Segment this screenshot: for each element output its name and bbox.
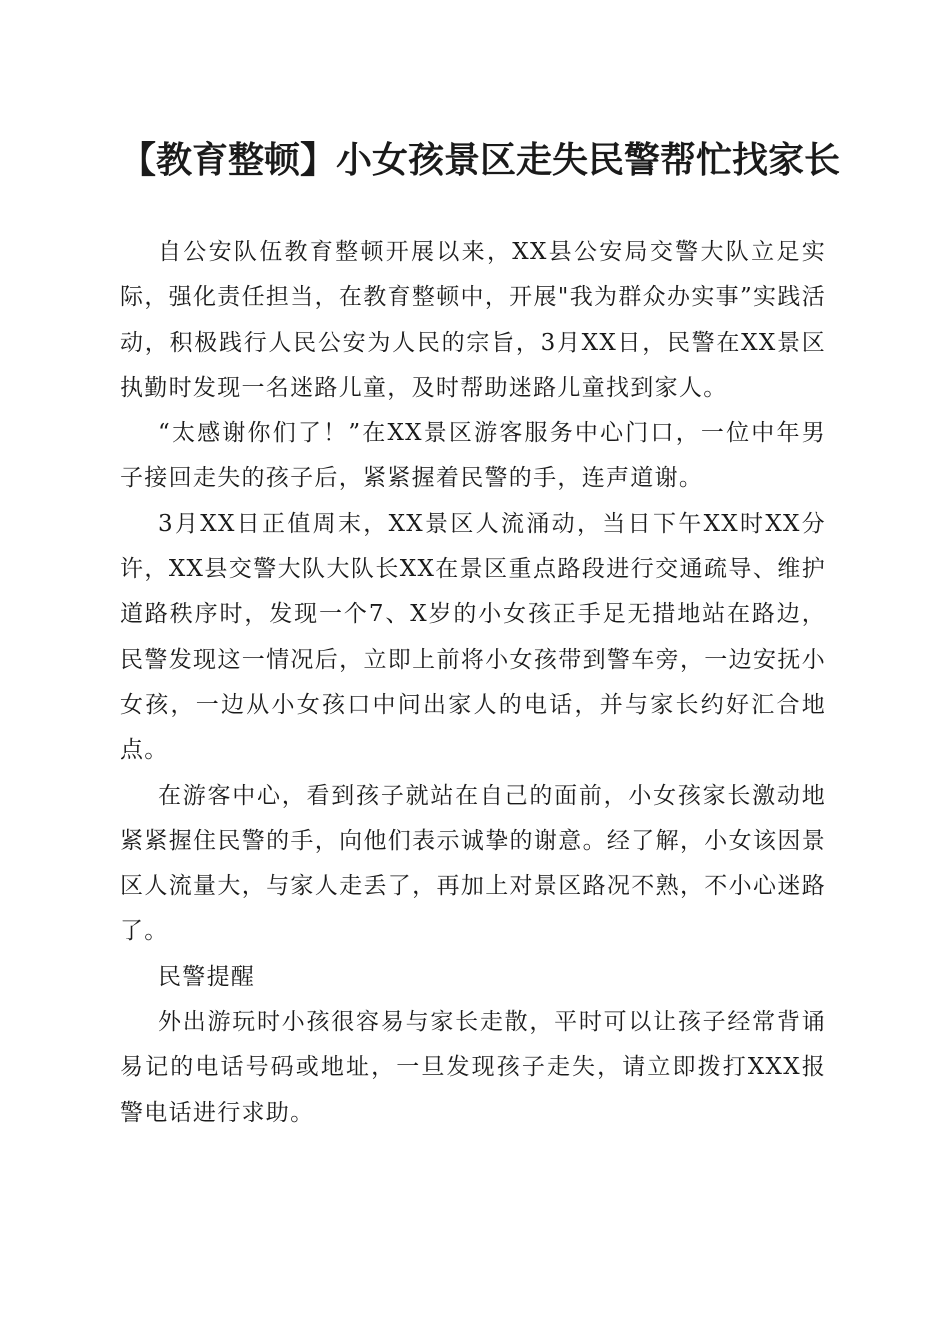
paragraph-incident: 3月XX日正值周末，XX景区人流涌动，当日下午XX时XX分许，XX县交警大队大队长XX在景区重点路段进行交通疏导、维护道路秩序时，发现一个7、X岁的小女孩正手足无措地站在路边，民警发现这一情况后，立即上前将小女孩带到警车旁，一边安抚小女孩，一边从小女孩口中问出家人的电话，并与家长约好汇合地点。 [120, 510, 826, 764]
paragraph-safety-advice: 外出游玩时小孩很容易与家长走散，平时可以让孩子经常背诵易记的电话号码或地址，一旦发现孩子走失，请立即拨打XXX报警电话进行求助。 [120, 1009, 826, 1126]
section-heading-police-reminder: 民警提醒 [158, 963, 256, 990]
document-title: 【教育整顿】小女孩景区走失民警帮忙找家长 [119, 139, 840, 181]
paragraph-reunion: 在游客中心，看到孩子就站在自己的面前，小女孩家长激动地紧紧握住民警的手，向他们表示诚挚的谢意。经了解，小女该因景区人流量大，与家人走丢了，再加上对景区路况不熟，不小心迷路了。 [120, 782, 826, 945]
paragraph-thanks-quote: “太感谢你们了！”在XX景区游客服务中心门口，一位中年男子接回走失的孩子后，紧紧握着民警的手，连声道谢。 [120, 420, 826, 492]
document-body [120, 230, 826, 1136]
paragraph-intro: 自公安队伍教育整顿开展以来，XX县公安局交警大队立足实际，强化责任担当，在教育整顿中，开展"我为群众办实事”实践活动，积极践行人民公安为人民的宗旨，3月XX日，民警在XX景区执勤时发现一名迷路儿童，及时帮助迷路儿童找到家人。 [120, 239, 826, 401]
